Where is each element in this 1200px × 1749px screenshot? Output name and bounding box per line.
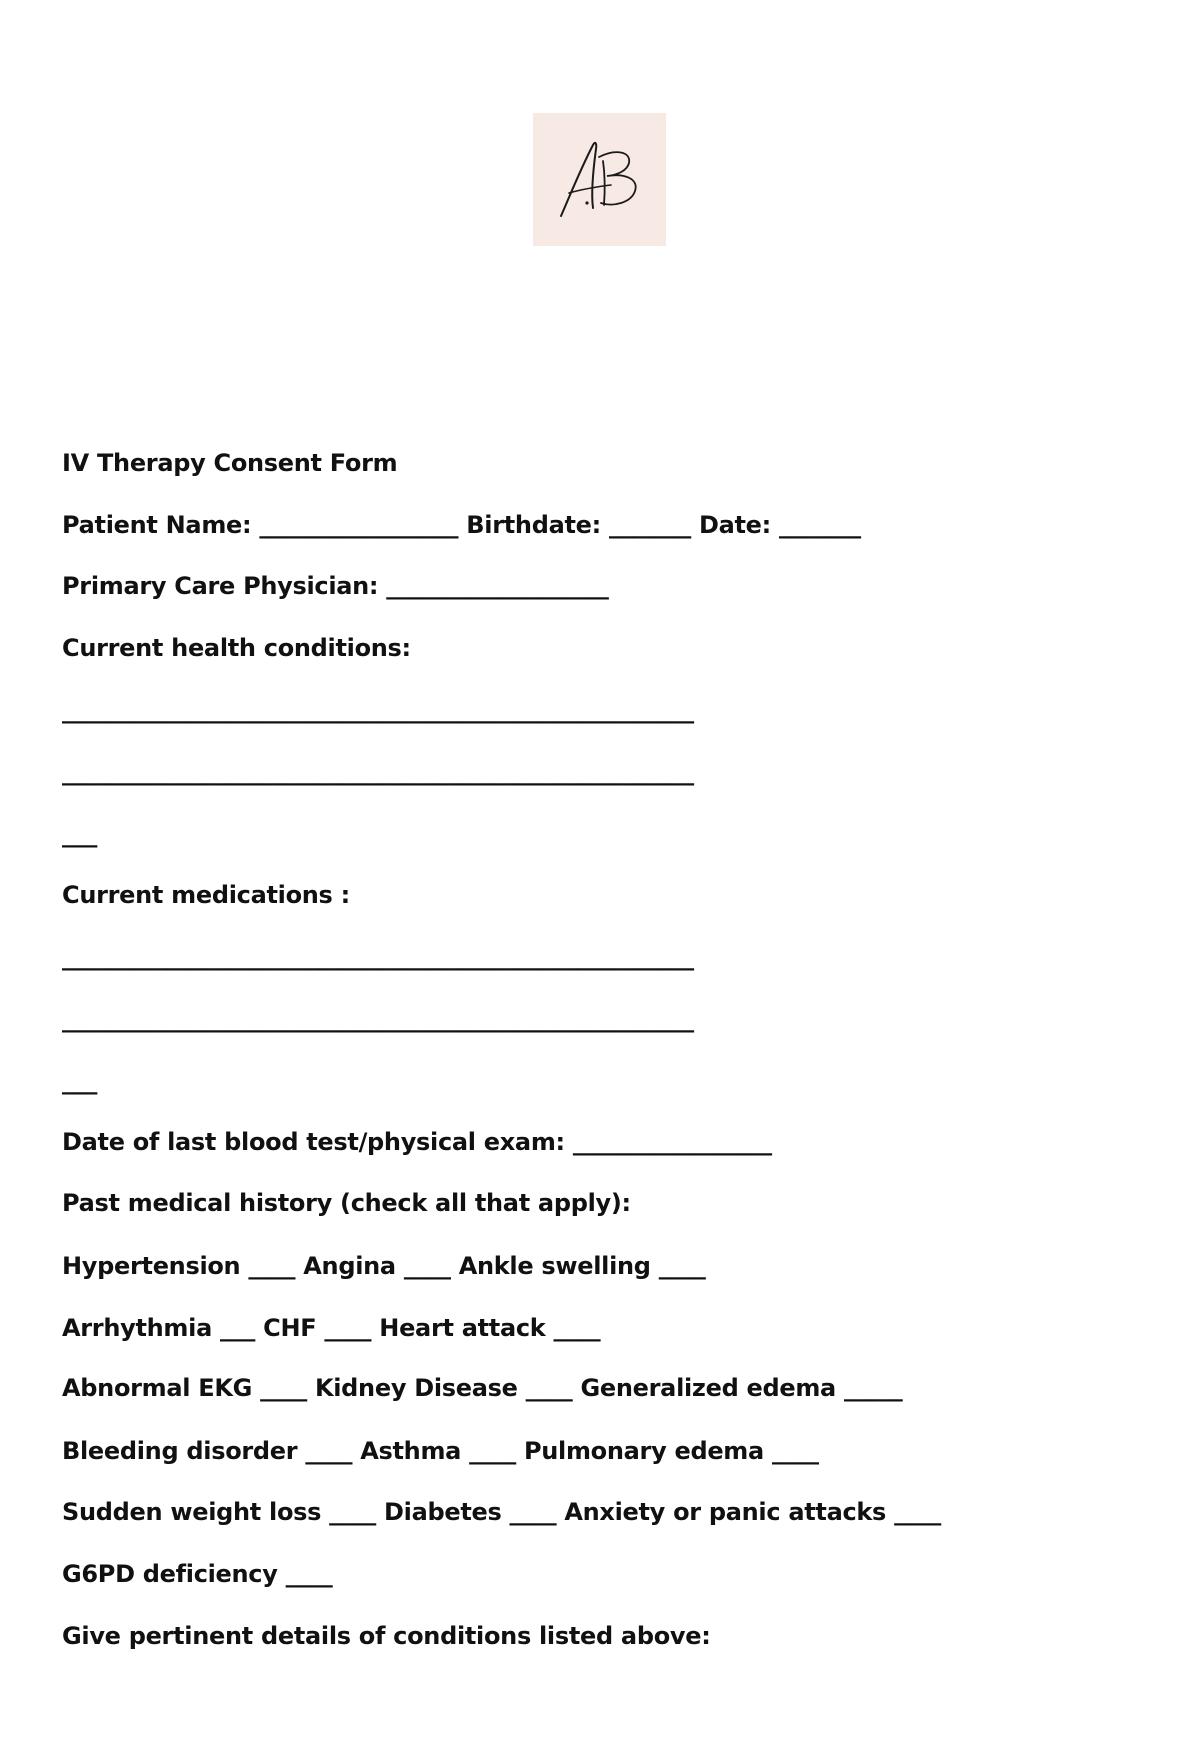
past-medical-history-label: Past medical history (check all that apply): bbox=[62, 1189, 631, 1217]
pertinent-details-label: Give pertinent details of conditions listed above: bbox=[62, 1622, 711, 1650]
primary-care-physician-line[interactable]: Primary Care Physician: ___________________ bbox=[62, 572, 609, 600]
ab-monogram-logo bbox=[533, 113, 666, 246]
medications-blank-1[interactable]: ______________________________________________________ bbox=[62, 943, 694, 971]
form-title: IV Therapy Consent Form bbox=[62, 449, 398, 477]
history-checklist-row[interactable]: Abnormal EKG ____ Kidney Disease ____ Generalized edema _____ bbox=[62, 1374, 903, 1402]
health-conditions-blank-3[interactable]: ___ bbox=[62, 820, 98, 848]
medications-blank-3[interactable]: ___ bbox=[62, 1067, 98, 1095]
history-checklist-row[interactable]: G6PD deficiency ____ bbox=[62, 1560, 333, 1588]
logo bbox=[533, 113, 666, 246]
current-medications-label: Current medications : bbox=[62, 881, 350, 909]
medications-blank-2[interactable]: ______________________________________________________ bbox=[62, 1005, 694, 1033]
history-checklist-row[interactable]: Sudden weight loss ____ Diabetes ____ Anxiety or panic attacks ____ bbox=[62, 1498, 941, 1526]
history-checklist-row[interactable]: Arrhythmia ___ CHF ____ Heart attack ____ bbox=[62, 1314, 601, 1342]
last-exam-date-line[interactable]: Date of last blood test/physical exam: _________________ bbox=[62, 1128, 772, 1156]
health-conditions-blank-2[interactable]: ______________________________________________________ bbox=[62, 758, 694, 786]
history-checklist-row[interactable]: Bleeding disorder ____ Asthma ____ Pulmonary edema ____ bbox=[62, 1437, 819, 1465]
patient-info-line[interactable]: Patient Name: _________________ Birthdate: _______ Date: _______ bbox=[62, 511, 861, 539]
history-checklist-row[interactable]: Hypertension ____ Angina ____ Ankle swelling ____ bbox=[62, 1252, 706, 1280]
current-health-conditions-label: Current health conditions: bbox=[62, 634, 411, 662]
health-conditions-blank-1[interactable]: ______________________________________________________ bbox=[62, 696, 694, 724]
